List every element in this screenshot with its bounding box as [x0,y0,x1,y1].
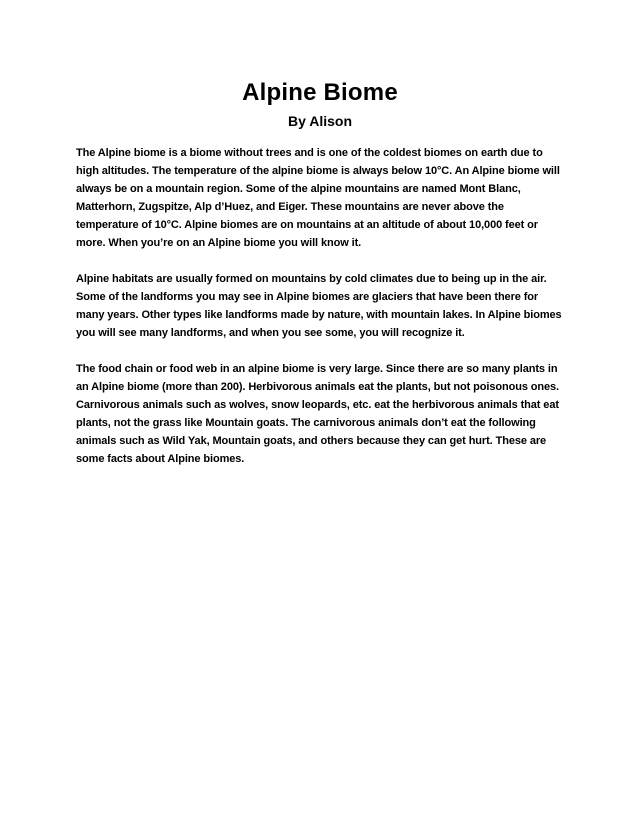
paragraph-intro: The Alpine biome is a biome without trees and is one of the coldest biomes on earth due to high altitudes. The temperature of the alpine biome is always below 10°C. An Alpine biome will always be on a mountain region. Some of the alpine mountains are named Mont Blanc, Matterhorn, Zugspitze, Alp d’Huez, and Eiger. These mountains are never above the temperature of 10°C. Alpine biomes are on mountains at an altitude of about 10,000 feet or more. When you’re on an Alpine biome you will know it. [76,147,560,249]
document-title: Alpine Biome [242,79,398,106]
document-author: By Alison [287,113,353,129]
document-content [76,78,564,486]
paragraph-food-chain: The food chain or food web in an alpine biome is very large. Since there are so many plants in an Alpine biome (more than 200). Herbivorous animals eat the plants, but not poisonous ones. Carnivorous animals such as wolves, snow leopards, etc. eat the herbivorous animals that eat plants, not the grass like Mountain goats. The carnivorous animals don’t eat the following animals such as Wild Yak, Mountain goats, and others because they can get hurt. These are some facts about Alpine biomes. [76,363,560,465]
paragraph-habitats: Alpine habitats are usually formed on mountains by cold climates due to being up in the air. Some of the landforms you may see in Alpine biomes are glaciers that have been there for many years. Other types like landforms made by nature, with mountain lakes. In Alpine biomes you will see many landforms, and when you see some, you will recognize it. [76,273,562,339]
